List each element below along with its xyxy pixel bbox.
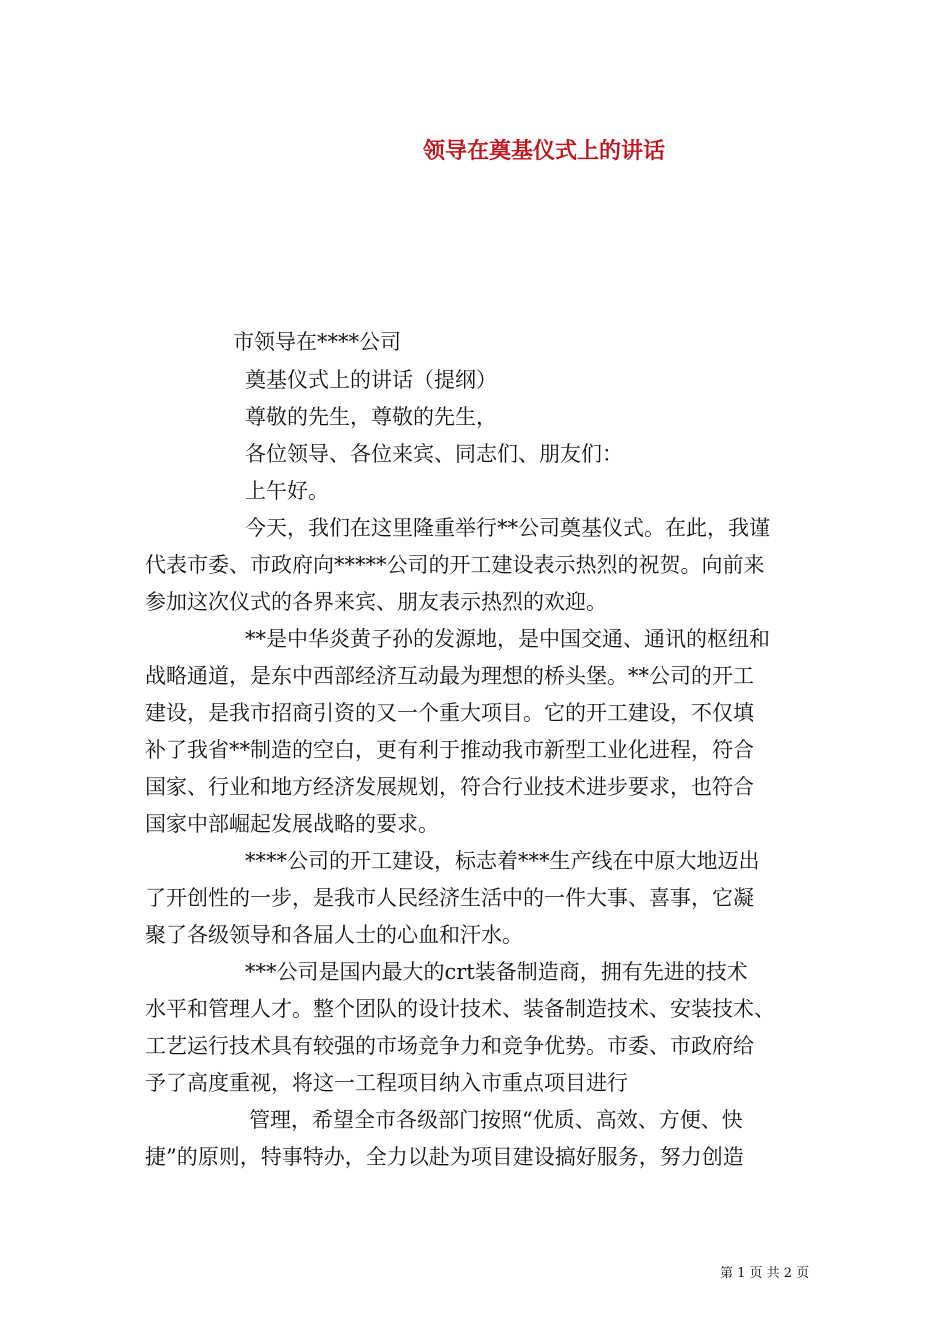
document-title: 领导在奠基仪式上的讲话 (422, 138, 665, 164)
paragraph-line: 捷”的原则，特事特办，全力以赴为项目建设搞好服务，努力创造 (145, 1145, 744, 1169)
paragraph-line: 代表市委、市政府向*****公司的开工建设表示热烈的祝贺。向前来 (145, 553, 765, 577)
salutation-line: 尊敬的先生，尊敬的先生， (245, 405, 497, 429)
paragraph-line: 今天，我们在这里隆重举行**公司奠基仪式。在此，我谨 (245, 516, 770, 540)
paragraph-line: **是中华炎黄子孙的发源地，是中国交通、通讯的枢纽和 (245, 627, 770, 651)
paragraph-line: ****公司的开工建设，标志着***生产线在中原大地迈出 (245, 849, 760, 873)
paragraph-line: 水平和管理人才。整个团队的设计技术、装备制造技术、安装技术、 (145, 997, 775, 1021)
paragraph-line: 国家、行业和地方经济发展规划，符合行业技术进步要求，也符合 (145, 775, 754, 799)
paragraph-line: 战略通道，是东中西部经济互动最为理想的桥头堡。**公司的开工 (145, 664, 754, 688)
paragraph-line: 工艺运行技术具有较强的市场竞争力和竞争优势。市委、市政府给 (145, 1034, 754, 1058)
recipient-line: 市领导在****公司 (233, 330, 401, 354)
paragraph-line: 管理，希望全市各级部门按照“优质、高效、方便、快 (249, 1108, 743, 1132)
salutation-line: 各位领导、各位来宾、同志们、朋友们： (245, 442, 623, 466)
paragraph-line: 予了高度重视，将这一工程项目纳入市重点项目进行 (145, 1071, 628, 1095)
greeting-line: 上午好。 (245, 479, 329, 503)
subtitle-line: 奠基仪式上的讲话（提纲） (245, 368, 497, 392)
paragraph-line: 建设，是我市招商引资的又一个重大项目。它的开工建设，不仅填 (145, 701, 754, 725)
paragraph-line: ***公司是国内最大的crt装备制造商，拥有先进的技术 (245, 960, 748, 984)
page-number-footer: 第 1 页 共 2 页 (720, 1266, 810, 1281)
paragraph-line: 参加这次仪式的各界来宾、朋友表示热烈的欢迎。 (145, 590, 607, 614)
paragraph-line: 国家中部崛起发展战略的要求。 (145, 812, 439, 836)
paragraph-line: 补了我省**制造的空白，更有利于推动我市新型工业化进程，符合 (145, 738, 754, 762)
paragraph-line: 聚了各级领导和各届人士的心血和汗水。 (145, 923, 523, 947)
paragraph-line: 了开创性的一步，是我市人民经济生活中的一件大事、喜事，它凝 (145, 886, 754, 910)
